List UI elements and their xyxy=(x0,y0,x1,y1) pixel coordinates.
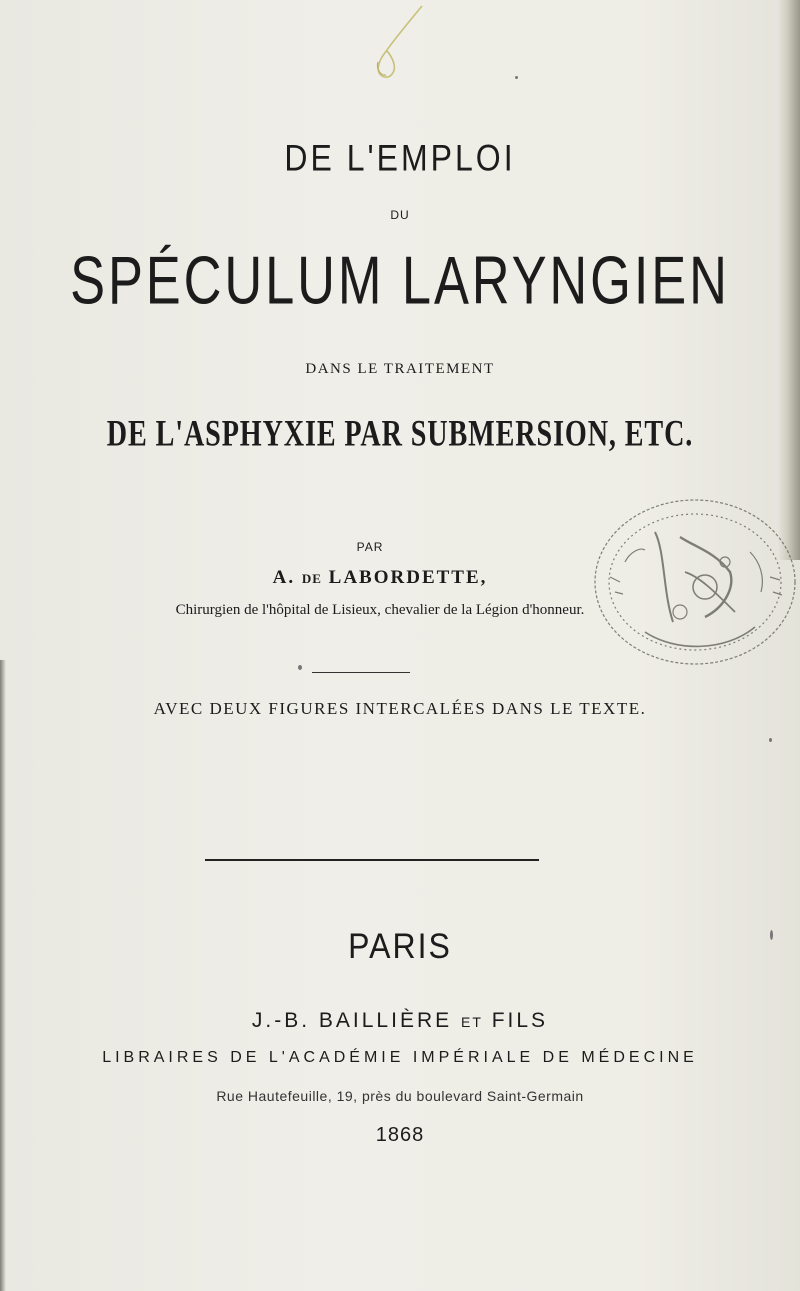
imprint-publisher xyxy=(0,1009,800,1033)
divider-long xyxy=(205,859,539,861)
author-initial: A. xyxy=(272,567,296,588)
imprint-address: Rue Hautefeuille, 19, près du boulevard Saint-Germain xyxy=(216,1088,584,1104)
imprint-year: 1868 xyxy=(375,1124,425,1146)
paper-speck xyxy=(770,930,773,940)
publisher-name: J.-B. BAILLIÈRE xyxy=(251,1009,453,1032)
binding-shadow xyxy=(0,660,6,1291)
author-by: PAR xyxy=(356,540,384,554)
main-title: SPÉCULUM LARYNGIEN xyxy=(70,243,730,319)
library-stamp-icon xyxy=(585,492,800,672)
subtitle-line-2: DE L'ASPHYXIE PAR SUBMERSION, ETC. xyxy=(106,412,694,454)
paper-speck xyxy=(515,76,518,79)
author-description: Chirurgien de l'hôpital de Lisieux, chevalier de la Légion d'honneur. xyxy=(175,602,585,618)
publisher-et: ET xyxy=(460,1014,483,1030)
author-particle: DE xyxy=(301,571,322,586)
imprint-publisher-role: LIBRAIRES DE L'ACADÉMIE IMPÉRIALE DE MÉDECINE xyxy=(102,1049,698,1066)
title-line-2: DU xyxy=(390,208,410,222)
author-surname: LABORDETTE, xyxy=(328,567,488,588)
pencil-mark-icon xyxy=(352,2,442,82)
figures-note: AVEC DEUX FIGURES INTERCALÉES DANS LE TEXTE. xyxy=(153,699,647,718)
publisher-fils: FILS xyxy=(491,1009,549,1032)
paper-speck xyxy=(769,738,772,742)
divider-short xyxy=(312,672,410,673)
imprint-city: PARIS xyxy=(348,926,452,966)
paper-speck xyxy=(298,665,302,670)
title-line-1: DE L'EMPLOI xyxy=(284,137,516,179)
subtitle-line-1: DANS LE TRAITEMENT xyxy=(305,361,495,377)
